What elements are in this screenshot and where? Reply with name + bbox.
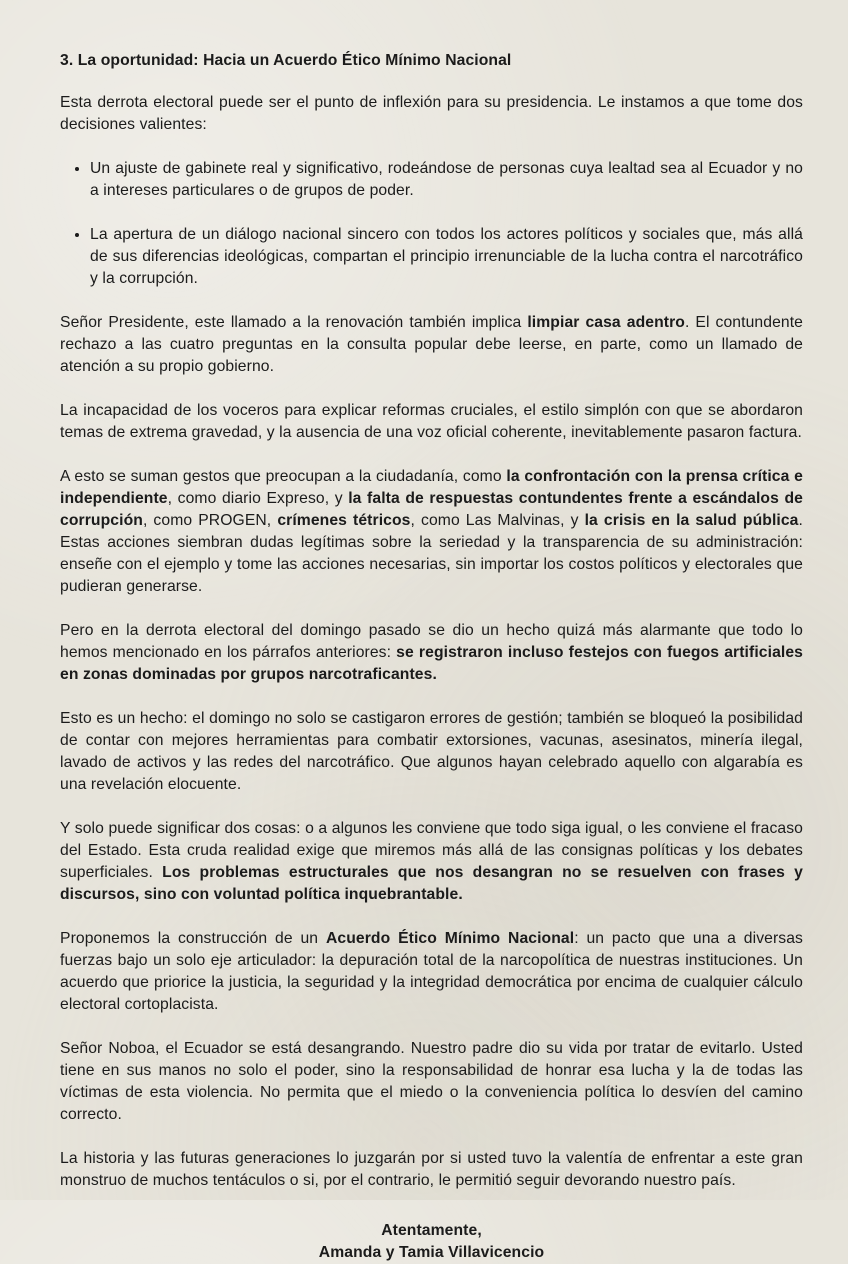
paragraph-decisiones-intro: Esta derrota electoral puede ser el punto de inflexión para su presidencia. Le instamos a que tome dos decisiones valientes: xyxy=(60,94,803,133)
section-title: 3. La oportunidad: Hacia un Acuerdo Ético Mínimo Nacional xyxy=(60,52,512,69)
emphasis-text: Los problemas estructurales que nos desangran no se resuelven con frases y discursos, sino con voluntad política inquebrantable. xyxy=(60,864,803,903)
paragraph-limpiar-casa: Señor Presidente, este llamado a la renovación también implica limpiar casa adentro. El contundente rechazo a las cuatro preguntas en la consulta popular debe leerse, en parte, como un llamado de atención a su propio gobierno. xyxy=(60,314,803,375)
list-item: • La apertura de un diálogo nacional sincero con todos los actores políticos y sociales que, más allá de sus diferencias ideológicas, compartan el principio irrenunciable de la lucha contra el narcotráfico y la corrupción. xyxy=(90,224,803,290)
paragraph-dos-cosas: Y solo puede significar dos cosas: o a algunos les conviene que todo siga igual, o les conviene el fracaso del Estado. Esta cruda realidad exige que miremos más allá de las consignas políticas y los debates superficiales. Los problemas estructurales que nos desangran no se resuelven con frases y discursos, sino con voluntad política inquebrantable. xyxy=(60,820,803,903)
signature-names: Amanda y Tamia Villavicencio xyxy=(318,1244,545,1261)
paragraph-hecho: Esto es un hecho: el domingo no solo se castigaron errores de gestión; también se bloqueó la posibilidad de contar con mejores herramientas para combatir extorsiones, vacunas, asesinatos, minería ilegal, lavado de activos y las redes del narcotráfico. Que algunos hayan celebrado aquello con algarabía es una revelación elocuente. xyxy=(60,710,803,793)
paragraph-gestos: A esto se suman gestos que preocupan a la ciudadanía, como la confrontación con la prensa crítica e independiente, como diario Expreso, y la falta de respuestas contundentes frente a escándalos de corrupción, como PROGEN, crímenes tétricos, como Las Malvinas, y la crisis en la salud pública. Estas acciones siembran dudas legítimas sobre la seriedad y la transparencia de su administración: enseñe con el ejemplo y tome las acciones necesarias, sin importar los costos políticos y electorales que pudieran generarse. xyxy=(60,468,803,595)
decisions-list xyxy=(60,158,803,290)
emphasis-text: la crisis en la salud pública xyxy=(584,512,799,529)
paragraph-voceros: La incapacidad de los voceros para explicar reformas cruciales, el estilo simplón con que se abordaron temas de extrema gravedad, y la ausencia de una voz oficial coherente, inevitablemente pasaron factura. xyxy=(60,402,803,441)
paragraph-historia: La historia y las futuras generaciones lo juzgarán por si usted tuvo la valentía de enfrentar a este gran monstruo de muchos tentáculos o si, por el contrario, le permitió seguir devorando nuestro país. xyxy=(60,1150,803,1189)
emphasis-text: Acuerdo Ético Mínimo Nacional xyxy=(325,930,575,947)
paragraph-acuerdo: Proponemos la construcción de un Acuerdo Ético Mínimo Nacional: un pacto que una a diversas fuerzas bajo un solo eje articulador: la depuración total de la narcopolítica de nuestras instituciones. Un acuerdo que priorice la justicia, la seguridad y la integridad democrática por encima de cualquier cálculo electoral cortoplacista. xyxy=(60,930,803,1013)
list-item: • Un ajuste de gabinete real y significativo, rodeándose de personas cuya lealtad sea al Ecuador y no a intereses particulares o de grupos de poder. xyxy=(90,158,803,202)
paragraph-noboa: Señor Noboa, el Ecuador se está desangrando. Nuestro padre dio su vida por tratar de evitarlo. Usted tiene en sus manos no solo el poder, sino la responsabilidad de honrar esa lucha y la de todas las víctimas de esta violencia. No permita que el miedo o la conveniencia política lo desvíen del camino correcto. xyxy=(60,1040,803,1123)
signature-block xyxy=(60,1220,803,1264)
emphasis-text: limpiar casa adentro xyxy=(527,314,685,331)
emphasis-text: se registraron incluso festejos con fuegos artificiales en zonas dominadas por grupos narcotraficantes. xyxy=(60,644,804,683)
emphasis-text: la confrontación con la prensa crítica e independiente xyxy=(60,468,803,507)
emphasis-text: crímenes tétricos xyxy=(277,512,411,529)
signature-closing: Atentamente, xyxy=(381,1222,482,1239)
paragraph-festejos: Pero en la derrota electoral del domingo pasado se dio un hecho quizá más alarmante que todo lo hemos mencionado en los párrafos anteriores: se registraron incluso festejos con fuegos artificiales en zonas dominadas por grupos narcotraficantes. xyxy=(60,622,804,683)
emphasis-text: la falta de respuestas contundentes frente a escándalos de corrupción xyxy=(60,490,803,529)
